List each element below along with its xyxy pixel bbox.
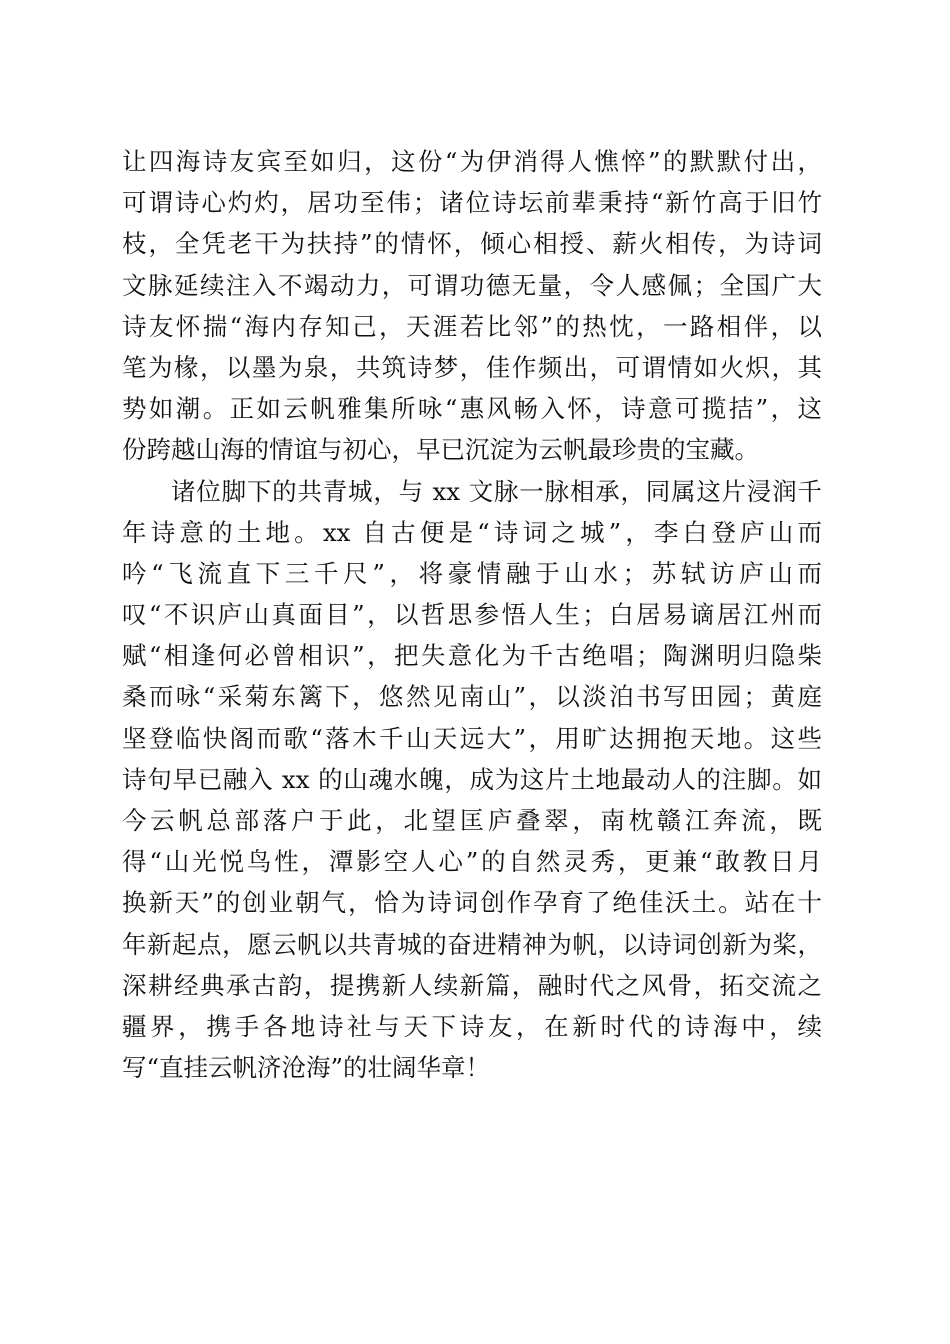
- text-line: 叹“不识庐山真面目”，以哲思参悟人生；白居易谪居江州而: [122, 600, 822, 630]
- text-line: 换新天”的创业朝气，恰为诗词创作孕育了绝佳沃土。站在十: [122, 888, 822, 918]
- text-line: 赋“相逢何必曾相识”，把失意化为千古绝唱；陶渊明归隐柴: [122, 641, 822, 671]
- text-line: 势如潮。正如云帆雅集所咏“惠风畅入怀，诗意可揽拮”，这: [122, 394, 822, 424]
- text-line: 诗句早已融入 xx 的山魂水魄，成为这片土地最动人的注脚。如: [122, 764, 822, 794]
- text-line: 吟“飞流直下三千尺”，将豪情融于山水；苏轼访庐山而: [122, 558, 822, 588]
- text-line: 疆界，携手各地诗社与天下诗友，在新时代的诗海中，续: [122, 1011, 822, 1041]
- text-line: 份跨越山海的情谊与初心，早已沉淀为云帆最珍贵的宝藏。: [122, 435, 759, 465]
- text-line: 枝，全凭老干为扶持”的情怀，倾心相授、薪火相传，为诗词: [122, 229, 822, 259]
- text-line: 深耕经典承古韵，提携新人续新篇，融时代之风骨，拓交流之: [122, 970, 822, 1000]
- text-line: 让四海诗友宾至如归，这份“为伊消得人憔悴”的默默付出，: [122, 147, 822, 176]
- text-line: 桑而咏“采菊东篱下，悠然见南山”，以淡泊书写田园；黄庭: [122, 682, 822, 712]
- paragraph-1: [122, 141, 822, 471]
- text-line: 诗友怀揣“海内存知己，天涯若比邻”的热忱，一路相伴，以: [122, 311, 822, 341]
- text-line: 年新起点，愿云帆以共青城的奋进精神为帆，以诗词创新为桨，: [122, 929, 822, 959]
- text-line: 笔为椽，以墨为泉，共筑诗梦，佳作频出，可谓情如火炽，其: [122, 352, 822, 382]
- text-line: 写“直挂云帆济沧海”的壮阔华章！: [122, 1053, 491, 1083]
- text-line: 可谓诗心灼灼，居功至伟；诸位诗坛前辈秉持“新竹高于旧竹: [122, 188, 822, 218]
- text-line: 年诗意的土地。xx 自古便是“诗词之城”，李白登庐山而: [122, 517, 822, 547]
- body-text: [122, 141, 822, 1088]
- text-line: 诸位脚下的共青城，与 xx 文脉一脉相承，同属这片浸润千: [171, 476, 822, 506]
- text-line: 坚登临快阁而歌“落木千山天远大”，用旷达拥抱天地。这些: [122, 723, 822, 753]
- text-line: 文脉延续注入不竭动力，可谓功德无量，令人感佩；全国广大: [122, 270, 822, 300]
- text-line: 得“山光悦鸟性，潭影空人心”的自然灵秀，更兼“敢教日月: [122, 847, 822, 877]
- paragraph-2: [122, 471, 822, 1089]
- text-line: 今云帆总部落户于此，北望匡庐叠翠，南枕赣江奔流，既: [122, 806, 822, 835]
